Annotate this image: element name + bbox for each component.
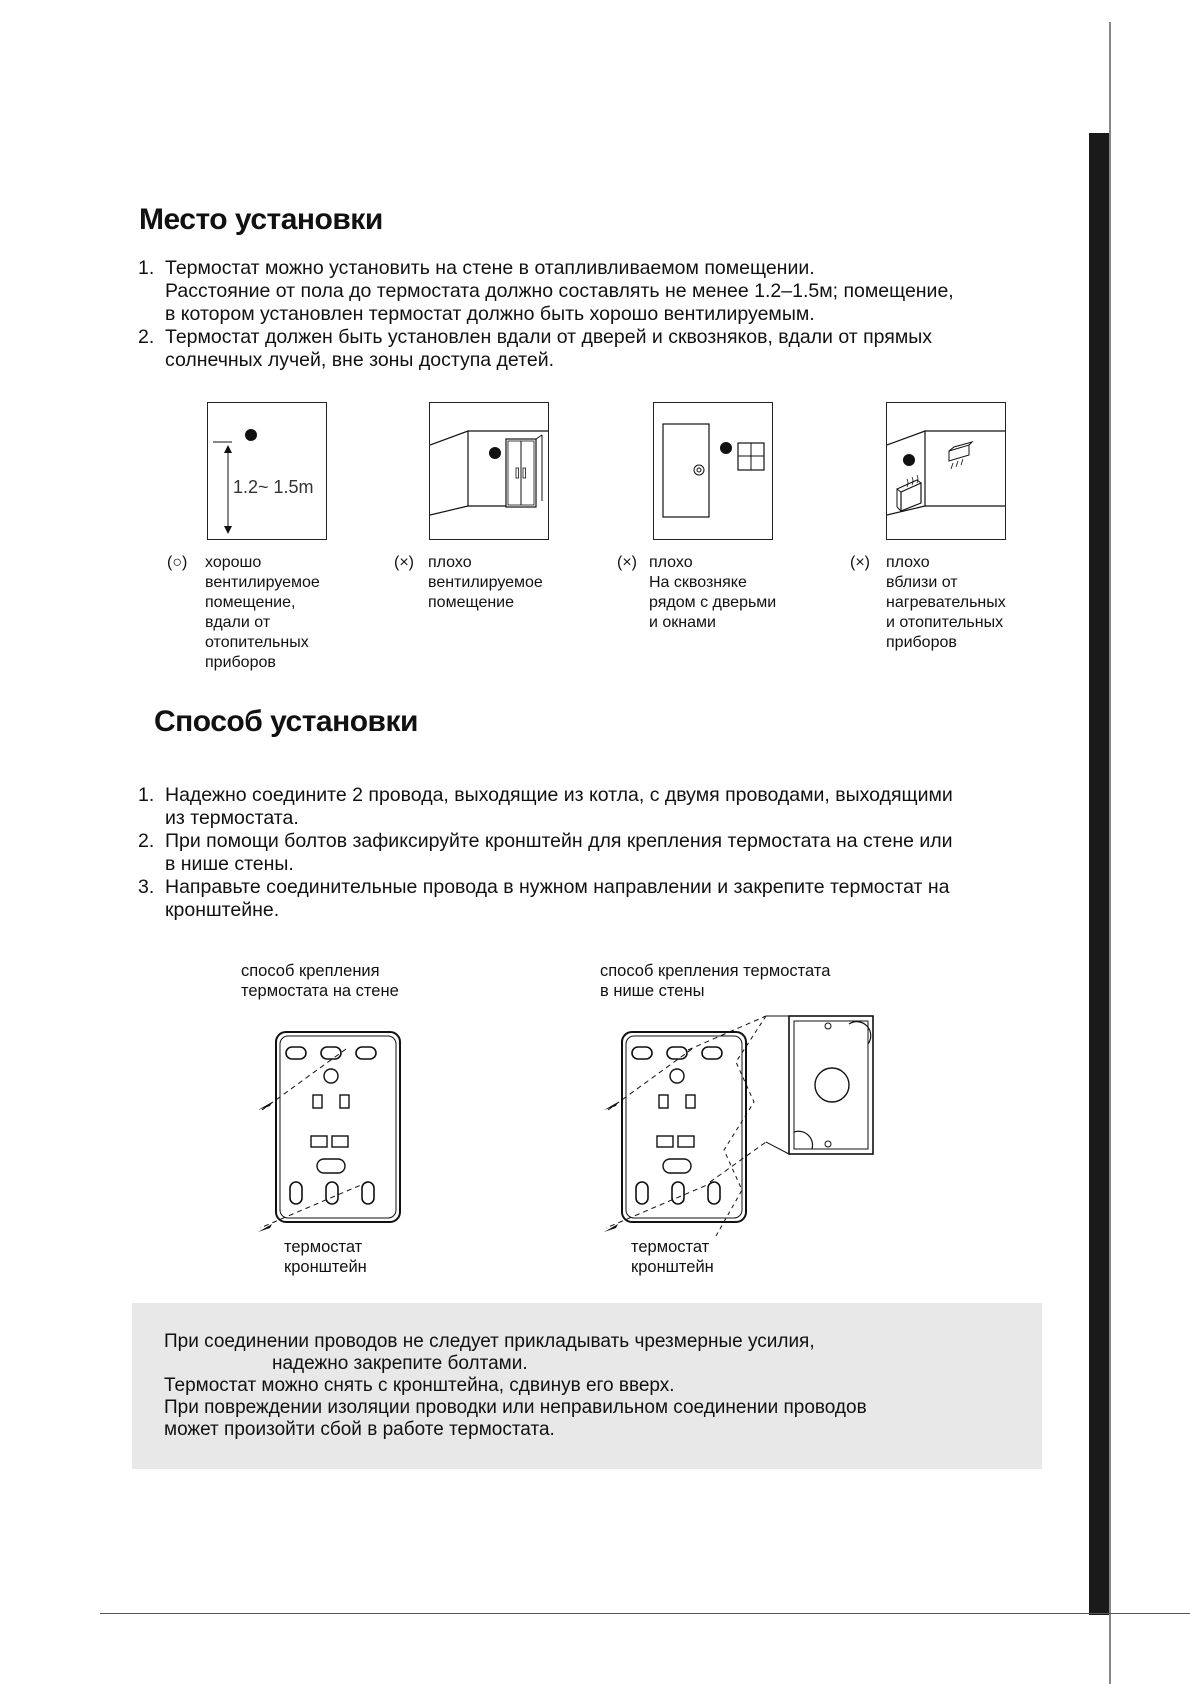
method-item-2: 2. При помощи болтов зафиксируйте кронштейн для крепления термостата на стене или в нише стены.: [138, 830, 953, 875]
placement-title: Место установки: [139, 203, 383, 236]
method-item-3: 3. Направьте соединительные провода в нужном направлении и закрепите термостат на кронштейне.: [138, 876, 950, 921]
figure-heaters: [886, 402, 1006, 540]
niche-bracket-diagram: [604, 1010, 894, 1242]
wall-mount-label: способ крепления термостата на стене: [241, 962, 399, 1000]
caption-heaters: (×) плохо вблизи от нагревательных и отопительных приборов: [850, 554, 1006, 651]
wall-bracket-diagram: [258, 1020, 418, 1240]
figure-poor-ventilation: [429, 402, 549, 540]
figure-draft: [653, 402, 773, 540]
placement-item-2: 2. Термостат должен быть установлен вдали от дверей и сквозняков, вдали от прямых солнечных лучей, вне зоны доступа детей.: [138, 326, 933, 371]
page-edge-rule: [1109, 22, 1111, 1684]
caption-good: (○) хорошо вентилируемое помещение, вдали от отопительных приборов: [167, 554, 320, 671]
poor-ventilation-illustration: [430, 403, 548, 539]
heaters-illustration: [887, 403, 1005, 539]
method-title: Способ установки: [154, 705, 418, 738]
footer-rule: [100, 1613, 1190, 1614]
warning-note-box: [132, 1303, 1042, 1469]
height-label: 1.2~ 1.5m: [233, 477, 314, 497]
page-side-tab: [1089, 133, 1109, 1615]
method-item-1: 1. Надежно соедините 2 провода, выходящие из котла, с двумя проводами, выходящими из термостата.: [138, 784, 953, 829]
niche-parts-label: термостат кронштейн: [631, 1238, 714, 1276]
height-diagram: [208, 403, 326, 539]
placement-list: [138, 257, 954, 372]
placement-item-1: 1. Термостат можно установить на стене в отапливливаемом помещении. Расстояние от пола до термостата должно составлять не менее 1.2–1.5м; помещение, в котором установлен термостат должно быть хорошо вентилируемым.: [138, 257, 954, 325]
warning-notes: При соединении проводов не следует прикладывать чрезмерные усилия, надежно закрепите болтами. Термостат можно снять с кронштейна, сдвинув его вверх. При повреждении изоляции проводки или неправильном соединении проводов может произойти сбой в работе термостата.: [164, 1331, 867, 1440]
draft-illustration: [654, 403, 772, 539]
wall-parts-label: термостат кронштейн: [284, 1238, 367, 1276]
caption-draft: (×) плохо На сквозняке рядом с дверьми и окнами: [617, 554, 777, 631]
method-list: [138, 784, 953, 922]
caption-poor-ventilation: (×) плохо вентилируемое помещение: [394, 554, 543, 611]
figure-good-placement: [207, 402, 327, 540]
niche-mount-label: способ крепления термостата в нише стены: [600, 962, 831, 1000]
